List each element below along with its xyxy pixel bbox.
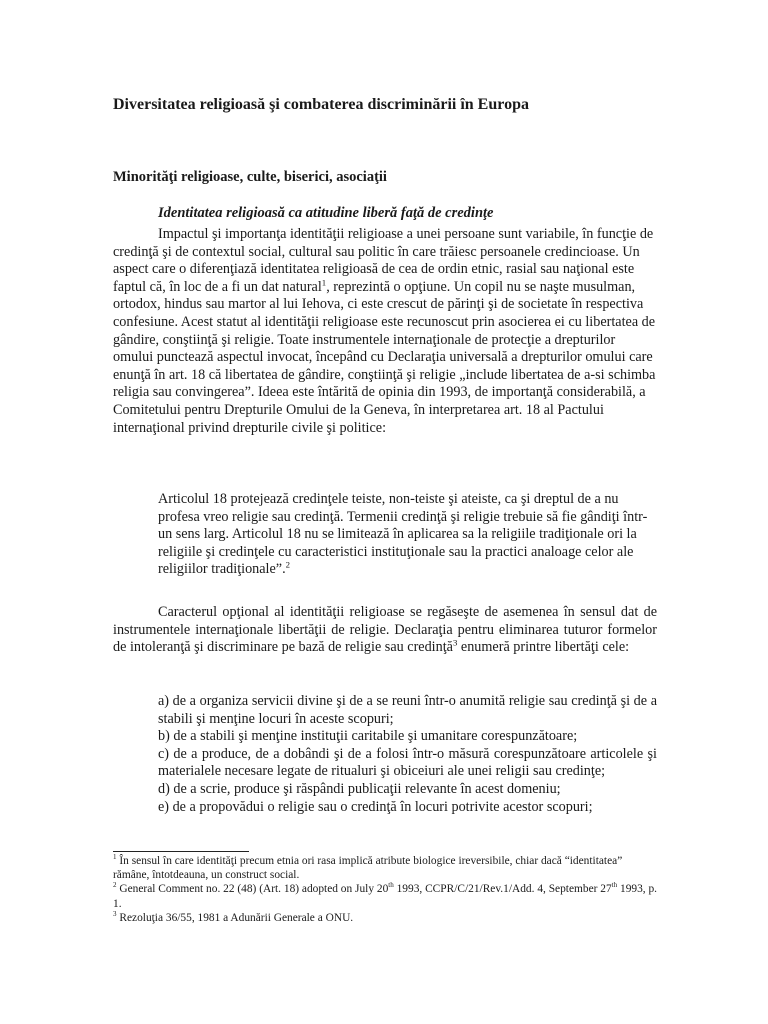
paragraph-identity-text-a: Impactul şi importanţa identităţii religioase a unei persoane sunt variabile, în funcţie de credinţă şi de contextul social, cultural sau politic în care trăiesc persoanele credincioase. Un aspect care o diferenţiază identitatea religioasă de cea de ordin etnic, rasial sau naţional este faptul că, în loc de a fi un dat natural [113, 226, 654, 295]
list-item: b) de a stabili şi menţine instituţii caritabile şi umanitare corespunzătoare; [158, 728, 578, 745]
footnote-2-ordinal-b: th [611, 881, 618, 890]
footnote-2-ordinal-a: th [388, 881, 394, 890]
list-item: c) de a produce, de a dobândi şi de a folosi într-o măsură corespunzătoare articolele şi materialele necesare legate de ritualuri şi obiceiuri ale unei religii sau credinţe; [158, 745, 657, 780]
footnotes [113, 854, 658, 925]
block-quote-text: Articolul 18 protejează credinţele teiste, non-teiste şi ateiste, ca şi dreptul de a nu profesa vreo religie sau credinţă. Termenii credinţă şi religie trebuie să fie gândiţi într-un sens larg. Articolul 18 nu se limitează în aplicarea sa la religiile tradiţionale ori la religiile şi credinţele cu caracteristici instituţionale sau la practici analoage celor ale religiilor tradiţionale”. [158, 491, 648, 578]
subheading: Identitatea religioasă ca atitudine liberă faţă de credinţe [158, 205, 494, 221]
document-title: Diversitatea religioasă şi combaterea discriminării în Europa [113, 96, 529, 113]
block-quote [158, 491, 658, 579]
paragraph-optional-character [113, 604, 657, 657]
footnote-2-text-c: 1993, p. 1. [113, 883, 658, 910]
footnote-1 [113, 854, 658, 882]
section-heading: Minorităţi religioase, culte, biserici, asociaţii [113, 169, 387, 185]
paragraph-identity-text-b: , reprezintă o opţiune. Un copil nu se naşte musulman, ortodox, hindus sau martor al lui Iehova, ci este crescut de părinţi şi de societate în respectiva confesiune. Acest statut al identităţii religioase este recunoscut prin asocierea ei cu libertatea de gândire, conştiinţă şi religie. Toate instrumentele internaţionale de protecţie a drepturilor omului punctează aspectul invocat, începând cu Declaraţia universală a drepturilor omului care enunţă în art. 18 că libertatea de gândire, conştiinţă şi religie „include libertatea de a-si schimba religia sau convingerea”. Ideea este întărită de opinia din 1993, de importanţă considerabilă, a Comitetului pentru Drepturile Omului de la Geneva, în interpretarea art. 18 al Pactului internaţional privind drepturile civile şi politice: [113, 278, 656, 436]
list-item: e) de a propovădui o religie sau o credinţă în locuri potrivite acestor scopuri; [158, 798, 593, 815]
footnote-2-text-a: General Comment no. 22 (48) (Art. 18) adopted on July 20 [116, 883, 389, 896]
footnote-ref-3: 3 [452, 637, 458, 648]
footnote-2-mark: 2 [113, 881, 117, 890]
list-item: a) de a organiza servicii divine şi de a se reuni într-o anumită religie sau credinţă şi de a stabili şi menţine locuri în aceste scopuri; [158, 693, 657, 727]
list-item: d) de a scrie, produce şi răspândi publicaţii relevante în acest domeniu; [158, 780, 561, 797]
footnote-3 [113, 911, 658, 925]
footnote-ref-1: 1 [321, 277, 327, 288]
footnote-2 [113, 882, 658, 910]
footnote-2-text-b: 1993, CCPR/C/21/Rev.1/Add. 4, September 27 [393, 883, 612, 896]
paragraph-optional-text-b: enumeră printre libertăţi cele: [457, 639, 630, 656]
footnote-3-text: Rezoluţia 36/55, 1981 a Adunării Generale a ONU. [116, 911, 354, 924]
paragraph-identity [113, 226, 657, 437]
paragraph-optional-text-a: Caracterul opţional al identităţii religioase se regăseşte de asemenea în sensul dat de instrumentele internaţionale libertăţii de religie. Declaraţia pentru eliminarea tuturor formelor de intoleranţă şi discriminare pe bază de religie sau credinţă [113, 604, 657, 656]
footnote-1-mark: 1 [113, 853, 117, 862]
footnote-separator [113, 851, 249, 852]
freedoms-list [158, 693, 657, 816]
footnote-1-text: În sensul în care identităţi precum etnia ori rasa implică atribute biologice ireversibile, chiar dacă “identitatea” rămâne, întotdeauna, un construct social. [113, 855, 623, 882]
footnote-ref-2: 2 [285, 559, 291, 570]
footnote-3-mark: 3 [113, 910, 117, 919]
